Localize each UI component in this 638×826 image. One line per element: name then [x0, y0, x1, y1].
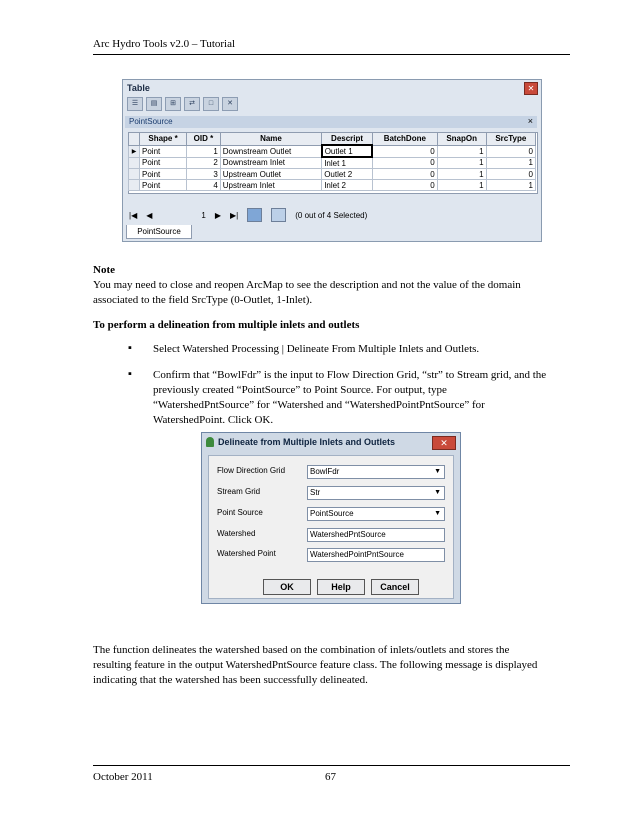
point-source-label: Point Source [217, 508, 263, 517]
stream-grid-select[interactable] [307, 486, 445, 500]
section-heading: To perform a delineation from multiple inlets and outlets [93, 319, 360, 331]
column-header[interactable]: Descript [322, 133, 373, 146]
table-cell[interactable]: 1 [437, 157, 486, 169]
watershed-point-input[interactable]: WatershedPointPntSource [307, 548, 445, 562]
row-selector[interactable] [129, 157, 140, 169]
dialog-title-bar [206, 437, 395, 447]
table-cell[interactable]: 1 [486, 157, 535, 169]
previous-record-icon[interactable]: ◀ [146, 210, 153, 220]
note-heading: Note [93, 264, 115, 276]
row-selector[interactable]: ▶ [129, 145, 140, 157]
body-line-3: indicating that the watershed has been successfully delineated. [93, 674, 368, 686]
table-row[interactable] [129, 145, 536, 157]
body-line-2: resulting feature in the output WatershedPntSource feature class. The following message is displayed [93, 659, 538, 671]
table-window-title: Table [127, 83, 150, 93]
page-number: 67 [325, 771, 336, 783]
delineate-dialog [201, 432, 461, 604]
show-all-records-icon[interactable] [247, 208, 262, 222]
flow-direction-grid-value: BowlFdr [310, 467, 340, 476]
tab-close-icon[interactable]: × [527, 116, 533, 126]
table-cell[interactable]: Inlet 1 [322, 157, 373, 169]
table-navigation [129, 207, 539, 223]
table-cell[interactable]: 0 [372, 157, 437, 169]
table-cell[interactable]: Upstream Inlet [220, 180, 321, 191]
table-cell[interactable]: 1 [437, 180, 486, 191]
stream-grid-label: Stream Grid [217, 487, 261, 496]
attribute-table [128, 132, 536, 191]
page-header: Arc Hydro Tools v2.0 – Tutorial [93, 38, 236, 50]
table-cell[interactable]: Inlet 2 [322, 180, 373, 191]
watershed-label: Watershed [217, 529, 256, 538]
table-cell[interactable]: 1 [486, 180, 535, 191]
show-selected-records-icon[interactable] [271, 208, 286, 222]
table-cell[interactable]: Upstream Outlet [220, 169, 321, 180]
bullet-2-line-3: “WatershedPntSource” for “Watershed and “WatershedPointPntSource” for [153, 399, 485, 411]
last-record-icon[interactable]: ▶| [230, 210, 239, 220]
dialog-body [208, 455, 454, 599]
delete-selected-icon[interactable]: ✕ [222, 97, 238, 111]
dialog-title: Delineate from Multiple Inlets and Outlets [218, 437, 396, 447]
chevron-down-icon: ▼ [434, 468, 441, 475]
column-header[interactable]: SrcType [486, 133, 535, 146]
ok-button[interactable]: OK [263, 579, 311, 595]
arc-hydro-icon [206, 437, 214, 447]
table-window [122, 79, 542, 242]
table-toolbar [127, 97, 238, 113]
footer-rule [93, 765, 570, 766]
bullet-1-text: Select Watershed Processing | Delineate From Multiple Inlets and Outlets. [153, 343, 480, 355]
body-line-1: The function delineates the watershed based on the combination of inlets/outlets and stores the [93, 644, 510, 656]
point-source-select[interactable] [307, 507, 445, 521]
table-cell[interactable]: 4 [187, 180, 221, 191]
stream-grid-value: Str [310, 488, 321, 497]
table-cell[interactable]: Point [140, 157, 187, 169]
table-tab-bar [125, 116, 537, 128]
related-tables-icon[interactable]: ▤ [146, 97, 162, 111]
table-row[interactable] [129, 180, 536, 191]
table-cell[interactable]: Downstream Inlet [220, 157, 321, 169]
bullet-2-line-2: previously created “PointSource” to Point Source. For output, type [153, 384, 447, 396]
table-cell[interactable]: 2 [187, 157, 221, 169]
table-row[interactable] [129, 157, 536, 169]
point-source-value: PointSource [310, 509, 354, 518]
first-record-icon[interactable]: |◀ [129, 210, 138, 220]
row-selector-header [129, 133, 140, 146]
column-header[interactable]: BatchDone [372, 133, 437, 146]
table-row[interactable] [129, 169, 536, 180]
row-selector[interactable] [129, 180, 140, 191]
table-cell[interactable]: Point [140, 145, 187, 157]
selection-status: (0 out of 4 Selected) [295, 210, 368, 220]
table-cell[interactable]: 0 [486, 145, 535, 157]
table-cell[interactable]: 0 [486, 169, 535, 180]
table-cell[interactable]: 1 [437, 145, 486, 157]
column-header[interactable]: SnapOn [437, 133, 486, 146]
select-by-attributes-icon[interactable]: ⊞ [165, 97, 181, 111]
table-close-button[interactable]: ✕ [524, 82, 538, 95]
table-cell[interactable]: Outlet 2 [322, 169, 373, 180]
bullet-2-line-1: Confirm that “BowlFdr” is the input to Flow Direction Grid, “str” to Stream grid, and the [153, 369, 547, 381]
column-header[interactable]: OID * [187, 133, 221, 146]
bullet-marker-1: ▪ [128, 342, 132, 354]
header-rule [93, 54, 570, 55]
help-button[interactable]: Help [317, 579, 365, 595]
bottom-table-tab[interactable]: PointSource [126, 225, 192, 239]
table-cell[interactable]: Downstream Outlet [220, 145, 321, 157]
chevron-down-icon: ▼ [434, 489, 441, 496]
current-record-number[interactable]: 1 [201, 210, 206, 220]
table-cell[interactable]: Point [140, 169, 187, 180]
bullet-2-line-4: WatershedPoint. Click OK. [153, 414, 274, 426]
switch-selection-icon[interactable]: ⇄ [184, 97, 200, 111]
table-cell[interactable]: 0 [372, 180, 437, 191]
table-options-icon[interactable]: ☰ [127, 97, 143, 111]
chevron-down-icon: ▼ [434, 510, 441, 517]
table-cell[interactable]: Outlet 1 [322, 145, 373, 157]
next-record-icon[interactable]: ▶ [214, 210, 221, 220]
clear-selection-icon[interactable]: □ [203, 97, 219, 111]
table-tab-name: PointSource [129, 117, 173, 126]
note-line-1: You may need to close and reopen ArcMap to see the description and not the value of the domain [93, 279, 521, 291]
flow-direction-grid-select[interactable] [307, 465, 445, 479]
table-cell[interactable]: 1 [187, 145, 221, 157]
row-selector[interactable] [129, 169, 140, 180]
cancel-button[interactable]: Cancel [371, 579, 419, 595]
table-cell[interactable]: 0 [372, 145, 437, 157]
table-cell[interactable]: Point [140, 180, 187, 191]
column-header[interactable]: Shape * [140, 133, 187, 146]
table-cell[interactable]: 3 [187, 169, 221, 180]
watershed-point-label: Watershed Point [217, 549, 276, 558]
bullet-marker-2: ▪ [128, 368, 132, 380]
dialog-close-button[interactable]: ✕ [432, 436, 456, 450]
footer-date: October 2011 [93, 771, 153, 783]
flow-direction-grid-label: Flow Direction Grid [217, 466, 286, 475]
table-cell[interactable]: 1 [437, 169, 486, 180]
table-cell[interactable]: 0 [372, 169, 437, 180]
watershed-input[interactable]: WatershedPntSource [307, 528, 445, 542]
note-line-2: associated to the field SrcType (0-Outlet, 1-Inlet). [93, 294, 313, 306]
column-header[interactable]: Name [220, 133, 321, 146]
